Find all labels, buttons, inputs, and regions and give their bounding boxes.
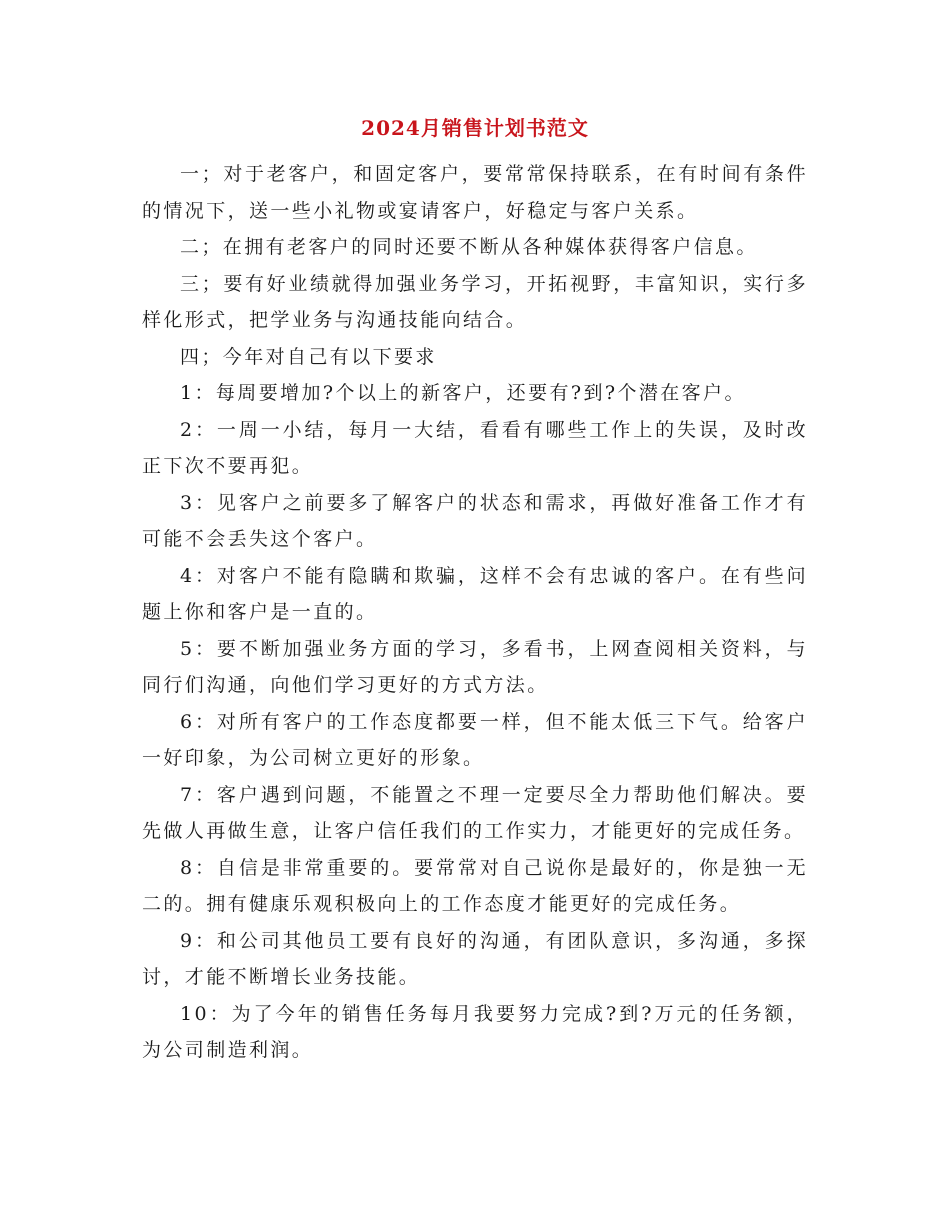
list-item-5: 5：要不断加强业务方面的学习，多看书，上网查阅相关资料，与同行们沟通，向他们学习更好的方式方法。 [142,637,808,696]
list-item-3: 3：见客户之前要多了解客户的状态和需求，再做好准备工作才有可能不会丢失这个客户。 [142,491,808,550]
list-item-8: 8：自信是非常重要的。要常常对自己说你是最好的，你是独一无二的。拥有健康乐观积极向上的工作态度才能更好的完成任务。 [142,856,808,915]
document-title: 2024月销售计划书范文 [361,116,589,140]
list-item-1: 1：每周要增加?个以上的新客户，还要有?到?个潜在客户。 [180,382,746,404]
list-item-2: 2：一周一小结，每月一大结，看看有哪些工作上的失误，及时改正下次不要再犯。 [142,418,808,477]
document-body [142,156,808,1069]
paragraph-3: 三；要有好业绩就得加强业务学习，开拓视野，丰富知识，实行多样化形式，把学业务与沟通技能向结合。 [142,272,808,331]
list-item-10: 10：为了今年的销售任务每月我要努力完成?到?万元的任务额，为公司制造利润。 [142,1002,808,1061]
list-item-7: 7：客户遇到问题，不能置之不理一定要尽全力帮助他们解决。要先做人再做生意，让客户信任我们的工作实力，才能更好的完成任务。 [142,783,808,842]
paragraph-4: 四；今年对自己有以下要求 [180,345,437,368]
list-item-6: 6：对所有客户的工作态度都要一样，但不能太低三下气。给客户一好印象，为公司树立更好的形象。 [142,710,808,769]
paragraph-2: 二；在拥有老客户的同时还要不断从各种媒体获得客户信息。 [180,236,758,258]
list-item-9: 9：和公司其他员工要有良好的沟通，有团队意识，多沟通，多探讨，才能不断增长业务技能。 [142,929,808,988]
list-item-4: 4：对客户不能有隐瞒和欺骗，这样不会有忠诚的客户。在有些问题上你和客户是一直的。 [142,564,808,623]
paragraph-1: 一；对于老客户，和固定客户，要常常保持联系，在有时间有条件的情况下，送一些小礼物或宴请客户，好稳定与客户关系。 [142,163,808,222]
